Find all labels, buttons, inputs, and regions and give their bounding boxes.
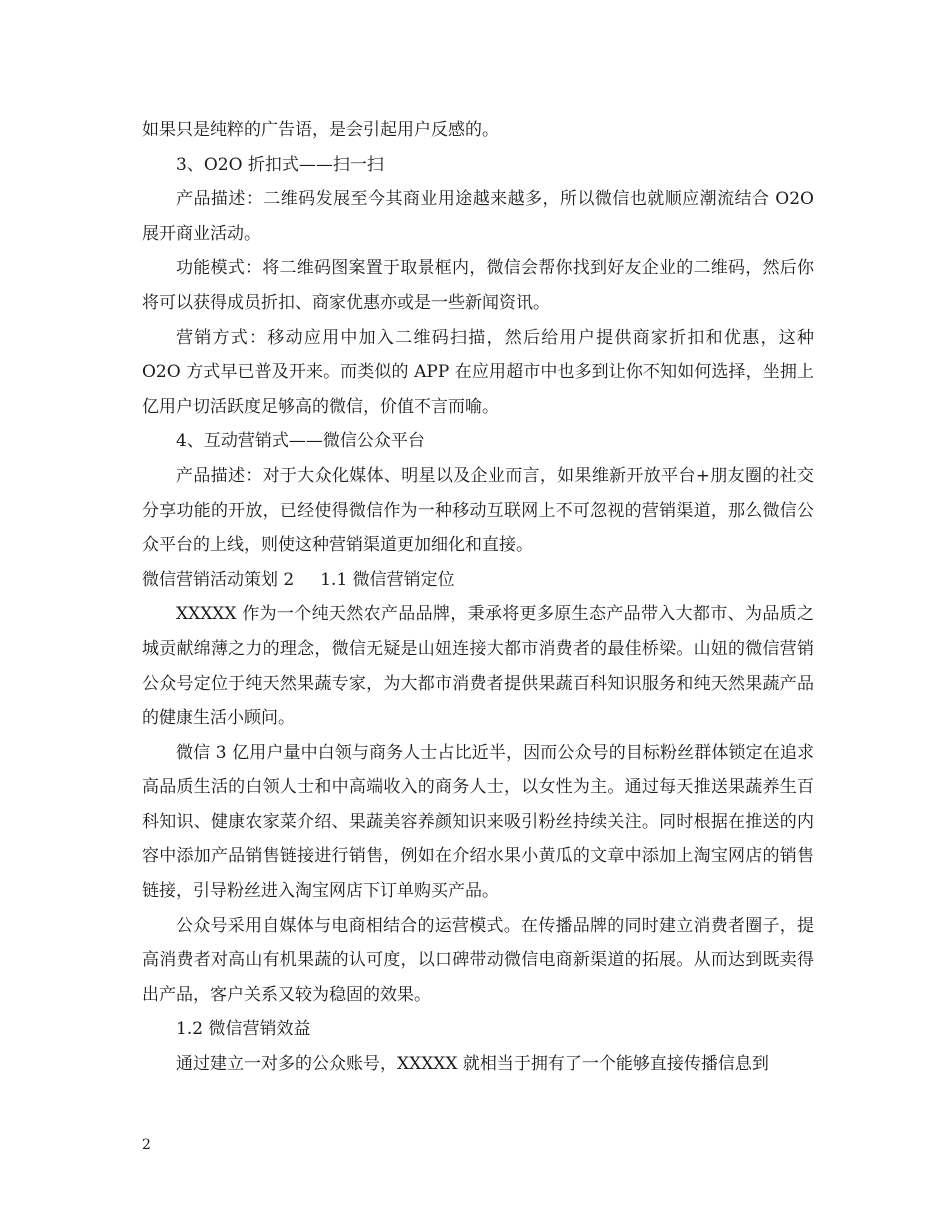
paragraph: 如果只是纯粹的广告语，是会引起用户反感的。 <box>142 120 499 140</box>
list-heading: 3、O2O 折扣式——扫一扫 <box>176 154 384 175</box>
paragraph: 公众号采用自媒体与电商相结合的运营模式。在传播品牌的同时建立消费者圈子，提高消费者对高山有机果蔬的认可度，以口碑带动微信电商新渠道的拓展。从而达到既卖得出产品，客户关系又较为稳固的效果。 <box>142 915 814 1005</box>
page-number: 2 <box>142 1137 151 1153</box>
document-body <box>142 113 814 1082</box>
paragraph: 微信 3 亿用户量中白领与商务人士占比近半，因而公众号的目标粉丝群体锁定在追求高品质生活的白领人士和中高端收入的商务人士，以女性为主。通过每天推送果蔬养生百科知识、健康农家菜介绍、果蔬美容养颜知识来吸引粉丝持续关注。同时根据在推送的内容中添加产品销售链接进行销售，例如在介绍水果小黄瓜的文章中添加上淘宝网店的销售链接，引导粉丝进入淘宝网店下订单购买产品。 <box>142 742 814 902</box>
list-heading: 4、互动营销式——微信公众平台 <box>176 431 425 452</box>
paragraph: 通过建立一对多的公众账号，XXXXX 就相当于拥有了一个能够直接传播信息到 <box>176 1054 769 1075</box>
paragraph: 功能模式：将二维码图案置于取景框内，微信会帮你找到好友企业的二维码，然后你将可以获得成员折扣、商家优惠亦或是一些新闻资讯。 <box>142 258 814 313</box>
section-title: 微信营销活动策划 2 <box>142 569 295 590</box>
section-subtitle: 1.1 微信营销定位 <box>320 569 455 590</box>
paragraph: 营销方式：移动应用中加入二维码扫描，然后给用户提供商家折扣和优惠，这种 O2O 方式早已普及开来。而类似的 APP 在应用超市中也多到让你不知如何选择，坐拥上亿用户切活跃度足够高的微信，价值不言而喻。 <box>142 327 814 417</box>
subsection-heading: 1.2 微信营销效益 <box>176 1019 311 1040</box>
section-heading <box>142 563 814 598</box>
paragraph: 产品描述：对于大众化媒体、明星以及企业而言，如果维新开放平台+朋友圈的社交分享功能的开放，已经使得微信作为一种移动互联网上不可忽视的营销渠道，那么微信公众平台的上线，则使这种营销渠道更加细化和直接。 <box>142 465 814 556</box>
paragraph: 产品描述：二维码发展至今其商业用途越来越多，所以微信也就顺应潮流结合 O2O 展开商业活动。 <box>142 189 814 244</box>
paragraph: XXXXX 作为一个纯天然农产品品牌，秉承将更多原生态产品带入大都市、为品质之城贡献绵薄之力的理念，微信无疑是山妞连接大都市消费者的最佳桥梁。山妞的微信营销公众号定位于纯天然果蔬专家，为大都市消费者提供果蔬百科知识服务和纯天然果蔬产品的健康生活小顾问。 <box>142 604 814 729</box>
